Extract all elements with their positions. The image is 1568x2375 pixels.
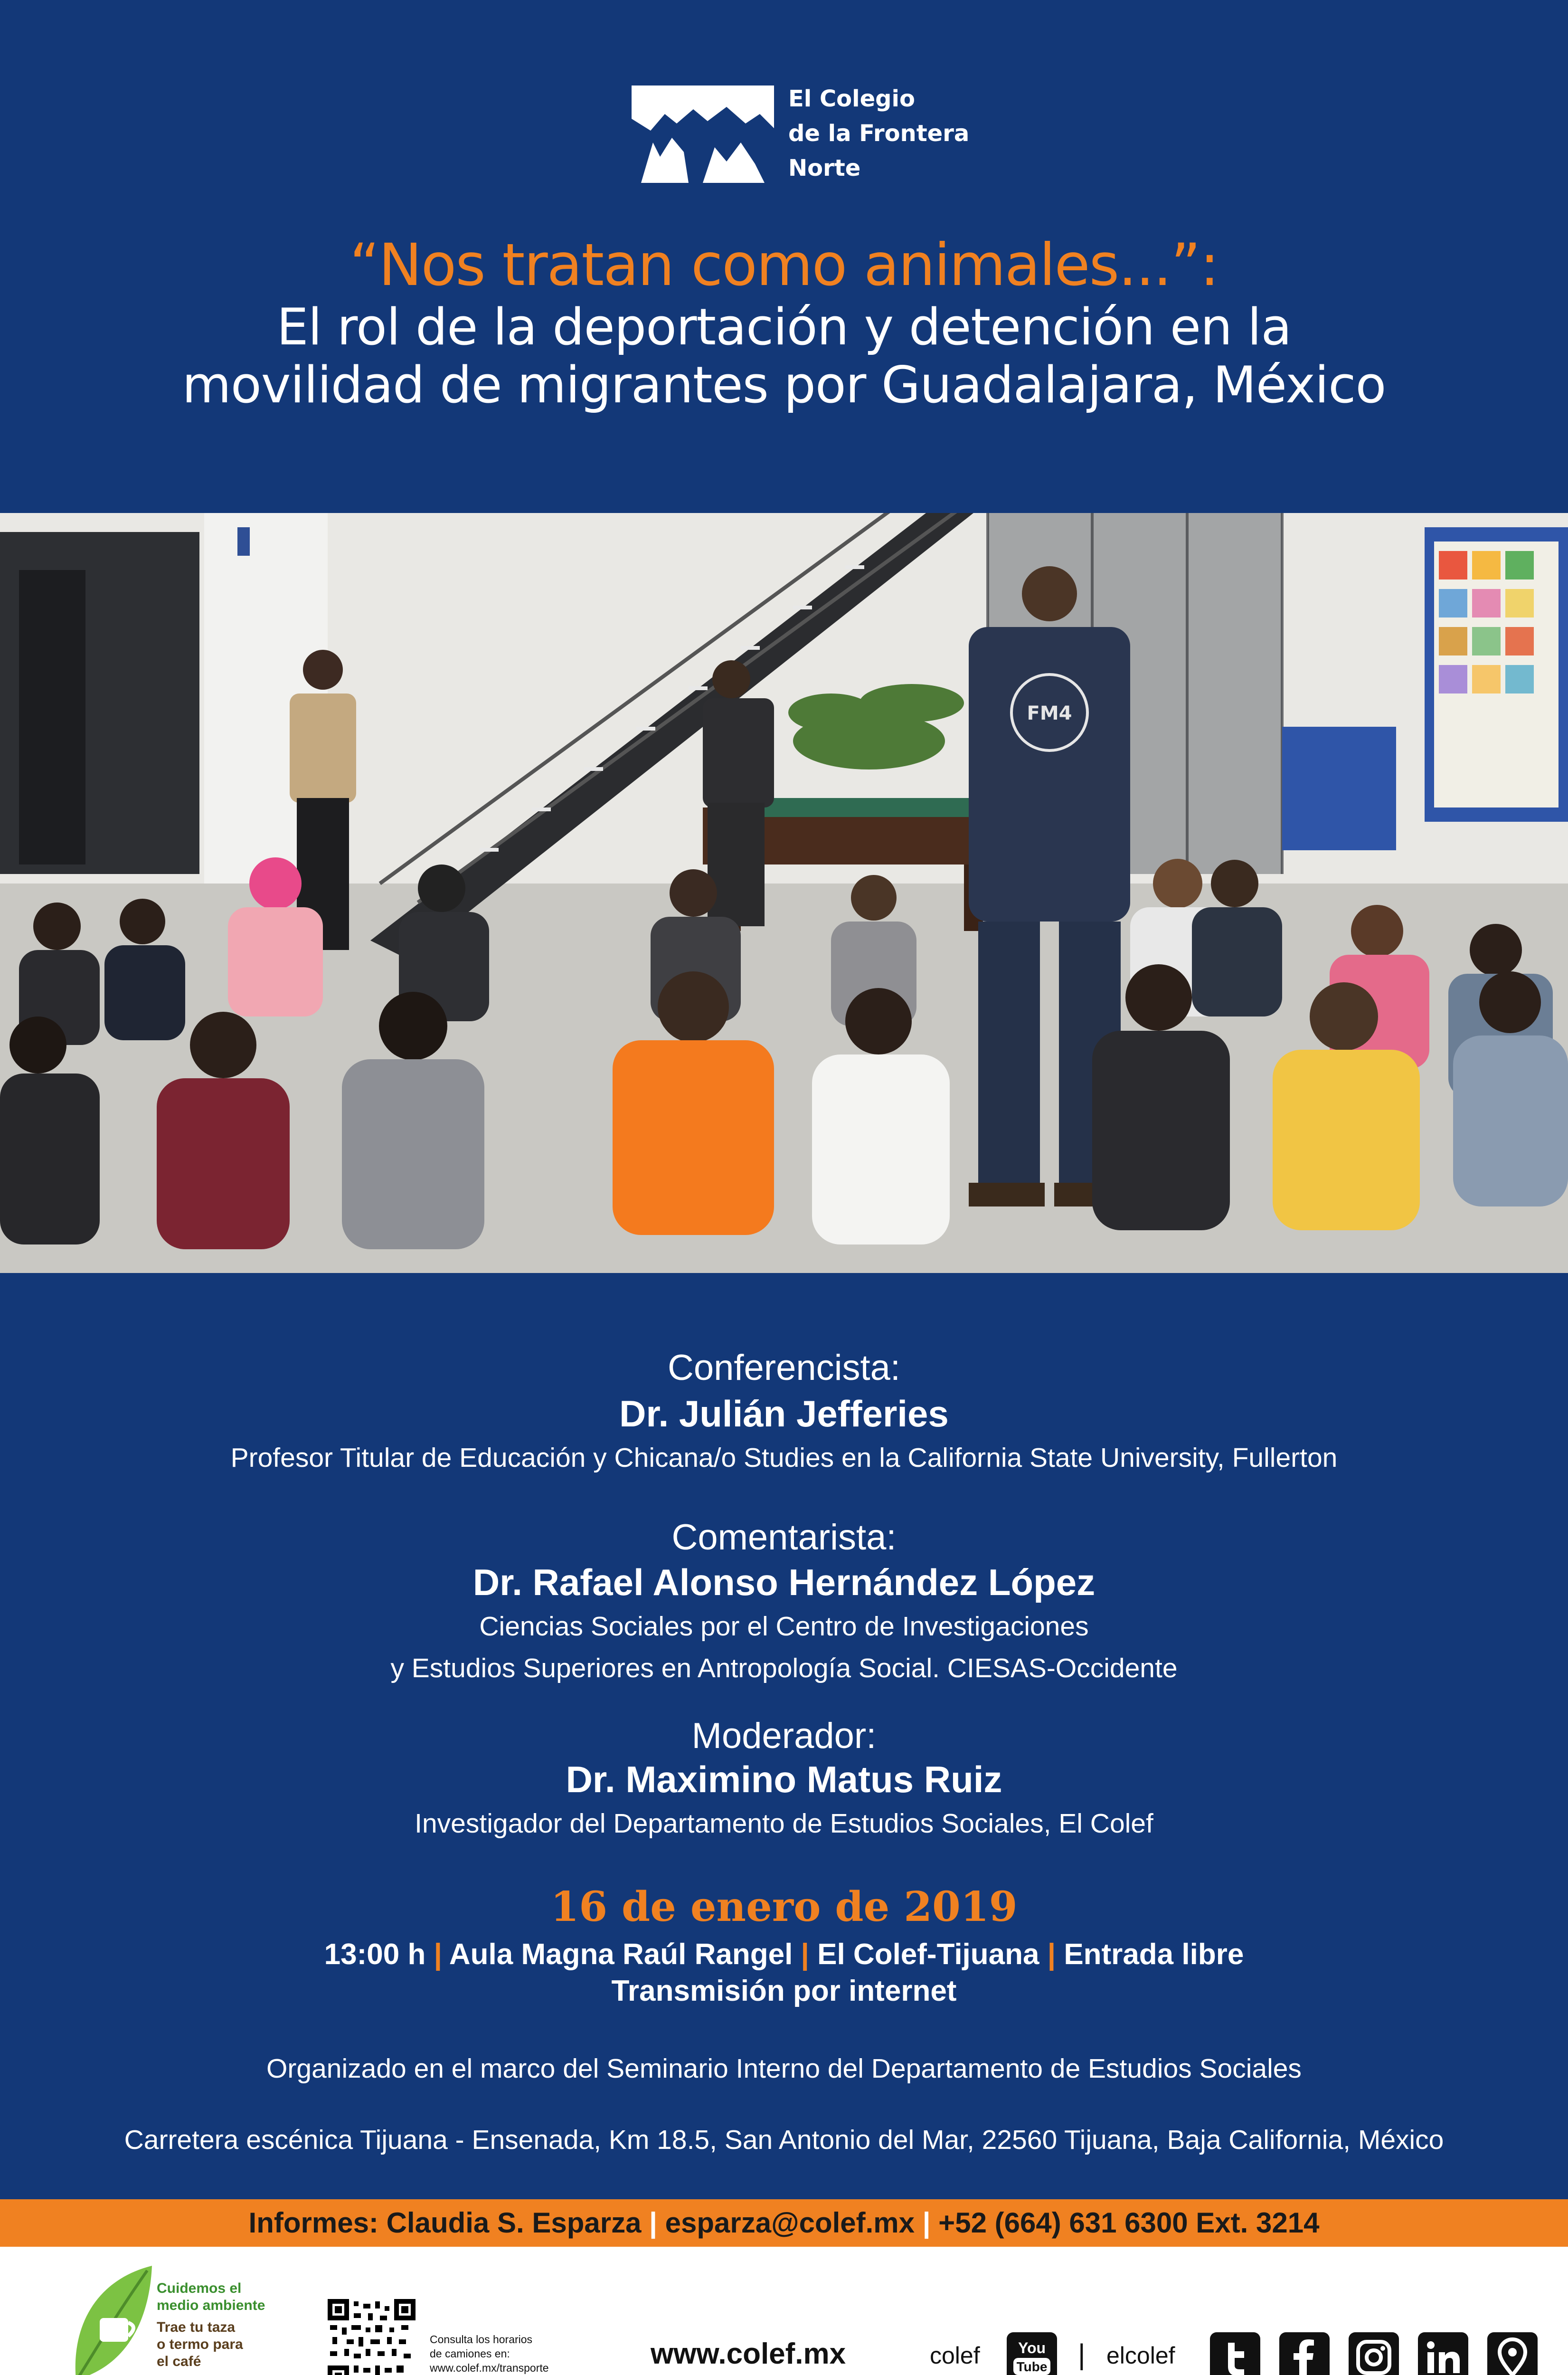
- vest-label: FM4: [1027, 703, 1072, 724]
- contact-phone[interactable]: +52 (664) 631 6300 Ext. 3214: [938, 2207, 1320, 2239]
- website-link[interactable]: www.colef.mx: [651, 2337, 846, 2370]
- commentator-description-2: y Estudios Superiores en Antropología Social. CIESAS-Occidente: [390, 1653, 1178, 1683]
- logo-mark-icon: [632, 86, 774, 183]
- event-address: Carretera escénica Tijuana - Ensenada, Km 18.5, San Antonio del Mar, 22560 Tijuana, Baja California, México: [124, 2125, 1444, 2155]
- youtube-icon-text-2: Tube: [1016, 2359, 1048, 2374]
- organized-note: Organizado en el marco del Seminario Interno del Departamento de Estudios Sociales: [266, 2053, 1302, 2084]
- eco-line-5: el café: [157, 2354, 201, 2369]
- title-subtitle-2: movilidad de migrantes por Guadalajara, México: [182, 356, 1386, 414]
- separator: |: [434, 1938, 449, 1971]
- logo-line-2: de la Frontera: [788, 120, 970, 147]
- leaf-cup-icon: [66, 2261, 157, 2375]
- eco-message: [157, 2280, 265, 2370]
- title-subtitle-1: El rol de la deportación y detención en la: [276, 298, 1292, 356]
- youtube-icon[interactable]: [1007, 2332, 1057, 2375]
- lecturer-name: Dr. Julián Jefferies: [619, 1393, 949, 1434]
- separator: |: [801, 1938, 818, 1971]
- facebook-icon[interactable]: [1279, 2332, 1330, 2375]
- title-quote: “Nos tratan como animales...”:: [349, 231, 1219, 299]
- event-time: 13:00 h: [324, 1938, 426, 1971]
- eco-line-2: medio ambiente: [157, 2298, 265, 2313]
- event-details: [0, 1936, 1568, 1974]
- logo-line-3: Norte: [788, 155, 861, 181]
- event-venue: Aula Magna Raúl Rangel: [449, 1938, 793, 1971]
- event-stream: Transmisión por internet: [611, 1975, 957, 2007]
- commentator-description-1: Ciencias Sociales por el Centro de Investigaciones: [479, 1611, 1089, 1642]
- contact-bar: [0, 2199, 1568, 2247]
- youtube-label: colef: [930, 2342, 980, 2369]
- event-date: 16 de enero de 2019: [550, 1883, 1018, 1931]
- contact-label: Informes: Claudia S. Esparza: [248, 2207, 642, 2239]
- separator: |: [1047, 1938, 1064, 1971]
- social-handle: elcolef: [1106, 2342, 1175, 2369]
- eco-line-3: Trae tu taza: [157, 2319, 236, 2335]
- logo-text: [788, 82, 969, 186]
- event-campus: El Colef-Tijuana: [817, 1938, 1039, 1971]
- location-pin-icon[interactable]: [1487, 2332, 1538, 2375]
- linkedin-icon[interactable]: [1418, 2332, 1468, 2375]
- moderator-label: Moderador:: [691, 1716, 877, 1756]
- qr-line-1: Consulta los horarios: [430, 2333, 533, 2346]
- moderator-name: Dr. Maximino Matus Ruiz: [566, 1758, 1002, 1800]
- event-photo: [0, 513, 1568, 1273]
- transport-note: [430, 2332, 549, 2375]
- qr-code-icon[interactable]: [328, 2299, 416, 2375]
- contact-email[interactable]: esparza@colef.mx: [665, 2207, 915, 2239]
- qr-line-3[interactable]: www.colef.mx/transporte: [430, 2362, 549, 2374]
- event-title: [0, 232, 1568, 414]
- eco-line-1: Cuidemos el: [157, 2280, 242, 2296]
- qr-line-2: de camiones en:: [430, 2347, 510, 2360]
- colef-logo: [632, 82, 970, 186]
- eco-line-4: o termo para: [157, 2337, 243, 2352]
- youtube-icon-text-1: You: [1018, 2339, 1046, 2356]
- commentator-label: Comentarista:: [671, 1517, 897, 1558]
- header: [0, 0, 1568, 513]
- separator: |: [922, 2207, 939, 2239]
- commentator-name: Dr. Rafael Alonso Hernández López: [472, 1561, 1096, 1603]
- divider: |: [1078, 2338, 1086, 2370]
- separator: |: [649, 2207, 665, 2239]
- logo-line-1: El Colegio: [788, 86, 915, 112]
- speakers-section: [0, 1273, 1568, 2199]
- lecturer-description: Profesor Titular de Educación y Chicana/o Studies en la California State University, Fullerton: [230, 1443, 1338, 1473]
- event-entry: Entrada libre: [1064, 1938, 1244, 1971]
- twitter-icon[interactable]: [1210, 2332, 1260, 2375]
- lecturer-label: Conferencista:: [667, 1348, 901, 1388]
- footer: [0, 2247, 1568, 2375]
- moderator-description: Investigador del Departamento de Estudios Sociales, El Colef: [415, 1808, 1153, 1839]
- instagram-icon[interactable]: [1349, 2332, 1399, 2375]
